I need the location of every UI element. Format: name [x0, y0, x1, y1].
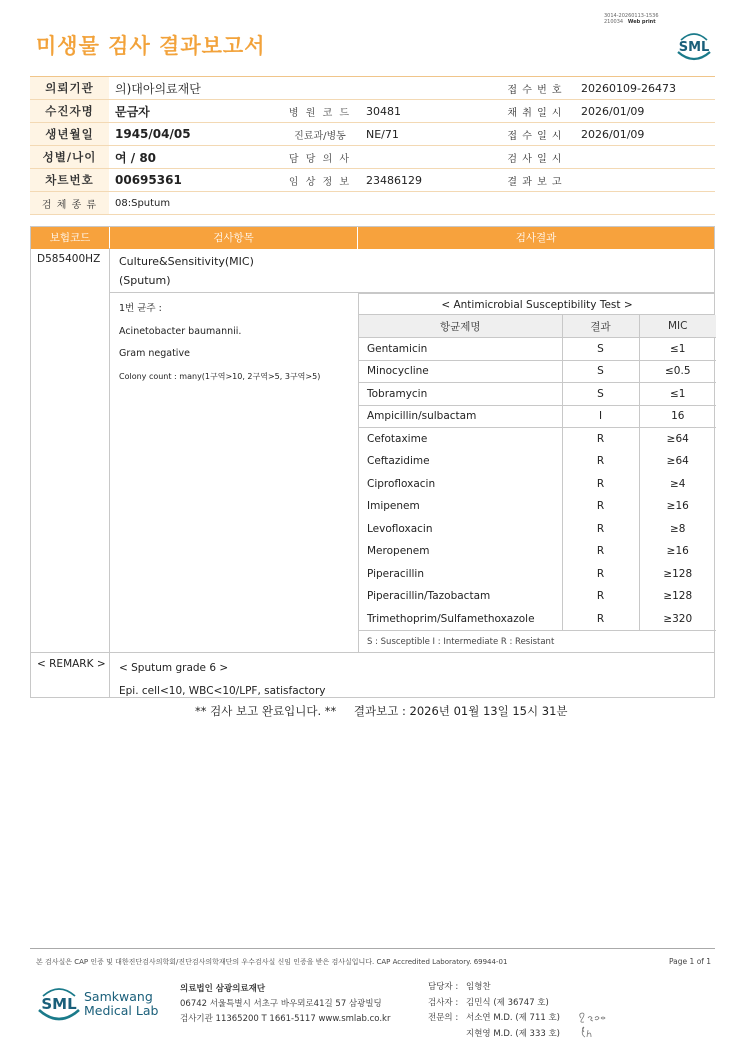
ast-table: [359, 315, 716, 631]
chart-no-value: 00695361: [109, 169, 280, 192]
code-col-divider: [109, 248, 110, 698]
ast-drug: Ciprofloxacin: [367, 477, 436, 490]
ast-row: [359, 585, 716, 608]
ast-row: [359, 383, 716, 406]
label-department: 진료과/병동: [280, 123, 360, 146]
ast-result: R: [562, 540, 639, 563]
ast-drug: Ceftazidime: [367, 455, 430, 468]
ast-result: R: [562, 563, 639, 586]
cert-text: 본 검사실은 CAP 인증 및 대한진단검사의학회/진단검사의학재단의 우수검사실 신임 인증을 받은 검사실입니다. CAP Accredited Laboratory. 69944-01: [36, 958, 508, 966]
ast-result: S: [562, 338, 639, 361]
ast-drug: Piperacillin/Tazobactam: [367, 590, 491, 603]
completion-line: [195, 703, 568, 719]
label-specimen: 검 체 종 류: [30, 192, 109, 215]
remark-content: [119, 657, 326, 703]
org-contact: 검사기관 11365200 T 1661-5117 www.smlab.co.kr: [180, 1014, 391, 1024]
ast-drug: Imipenem: [367, 500, 420, 513]
col-test-result: 검사결과: [515, 232, 557, 244]
staff-name: 임형찬: [466, 982, 491, 992]
hospital-code-value: 30481: [360, 100, 495, 123]
label-chart-no: 차트번호: [30, 169, 109, 192]
clinical-info-value: 23486129: [360, 169, 495, 192]
gram-stain: Gram negative: [119, 348, 190, 359]
ast-row: [359, 495, 716, 518]
ast-mic: ≥320: [639, 608, 716, 631]
ast-drug: Meropenem: [367, 545, 430, 558]
ast-title: < Antimicrobial Susceptibility Test >: [359, 293, 715, 315]
col-drug: 항균제명: [359, 315, 562, 338]
report-time: 결과보고 : 2026년 01월 13일 15시 31분: [353, 704, 568, 718]
remark-line2: Epi. cell<10, WBC<10/LPF, satisfactory: [119, 685, 326, 697]
patient-info-table: [30, 76, 715, 215]
label-physician: 담 당 의 사: [280, 146, 360, 169]
test-date-value: [575, 146, 715, 169]
page-number: Page 1 of 1: [669, 957, 712, 966]
insurance-code: D585400HZ: [37, 253, 101, 265]
ast-mic: ≥4: [639, 473, 716, 496]
label-collection-date: 채 취 일 시: [495, 100, 575, 123]
receipt-no-value: 20260109-26473: [575, 77, 715, 100]
department-value: NE/71: [360, 123, 495, 146]
org-name: 의료법인 삼광의료재단: [180, 984, 266, 994]
org-info: [180, 982, 390, 1027]
ast-result: R: [562, 518, 639, 541]
ast-drug: Ampicillin/sulbactam: [359, 405, 562, 428]
staff-name: 김민식 (제 36747 호): [466, 997, 549, 1008]
col-insurance-code: 보험코드: [31, 227, 110, 249]
requester-value: 의)대아의료재단: [109, 77, 495, 100]
ast-result: S: [562, 360, 639, 383]
staff-list: [428, 980, 560, 1042]
staff-role: 검사자 :: [428, 997, 459, 1008]
ast-result: R: [562, 608, 639, 631]
col-mic: MIC: [639, 315, 716, 338]
completion-message: ** 검사 보고 완료입니다. **: [195, 704, 337, 718]
ast-row: [359, 473, 716, 496]
ast-result: R: [562, 585, 639, 608]
ast-mic: ≥64: [639, 450, 716, 473]
label-result-report: 결 과 보 고: [495, 169, 575, 192]
result-report-value: [575, 169, 715, 192]
ast-result: R: [562, 428, 639, 451]
sex-age-value: 여 / 80: [109, 146, 280, 169]
ast-drug: Trimethoprim/Sulfamethoxazole: [359, 608, 562, 631]
remark-label: < REMARK >: [37, 658, 106, 670]
ast-row: [359, 563, 716, 586]
remark-line1: < Sputum grade 6 >: [119, 662, 229, 674]
ast-legend: S : Susceptible I : Intermediate R : Resistant: [367, 636, 555, 647]
ast-row: [359, 540, 716, 563]
results-header: [31, 227, 714, 249]
collection-date-value: 2026/01/09: [575, 100, 715, 123]
staff-row: [428, 1027, 560, 1043]
ast-mic: ≥8: [639, 518, 716, 541]
signature-icon: [576, 1010, 612, 1042]
ast-drug: Tobramycin: [359, 383, 562, 406]
ast-row: [359, 518, 716, 541]
colony-count: Colony count : many(1구역>10, 2구역>5, 3구역>5): [119, 371, 321, 381]
staff-name: 서소연 M.D. (제 711 호): [466, 1013, 561, 1023]
staff-row: [428, 1011, 560, 1027]
ast-mic: ≥16: [639, 495, 716, 518]
label-requester: 의뢰기관: [30, 77, 109, 100]
ast-drug: Levofloxacin: [367, 522, 433, 535]
ast-drug: Minocycline: [359, 360, 562, 383]
ast-row: [359, 608, 716, 631]
ast-drug: Piperacillin: [367, 567, 424, 580]
doc-code: 3014-20260113-1536 210034 Web print: [604, 13, 659, 25]
ast-mic: 16: [639, 405, 716, 428]
samkwang-logo-icon: [36, 980, 82, 1026]
staff-role: 담당자 :: [428, 982, 459, 992]
receipt-date-value: 2026/01/09: [575, 123, 715, 146]
ast-row: [359, 338, 716, 361]
staff-name: 지현영 M.D. (제 333 호): [466, 1028, 561, 1039]
ast-row: [359, 360, 716, 383]
col-test-item: 검사항목: [110, 227, 358, 249]
report-title: 미생물 검사 결과보고서: [36, 34, 266, 58]
label-sex-age: 성별/나이: [30, 146, 109, 169]
ast-result: I: [562, 405, 639, 428]
ast-row: [359, 428, 716, 451]
brand-name: Samkwang Medical Lab: [84, 989, 159, 1018]
ast-result: R: [562, 473, 639, 496]
label-patient-name: 수진자명: [30, 100, 109, 123]
ast-mic: ≥16: [639, 540, 716, 563]
ast-result: R: [562, 495, 639, 518]
patient-name-value: 문금자: [109, 100, 280, 123]
birthdate-value: 1945/04/05: [109, 123, 280, 146]
specimen-value: 08:Sputum: [109, 192, 715, 215]
ast-mic: ≥128: [639, 563, 716, 586]
org-address: 06742 서울특별시 서초구 바우뫼로41길 57 삼광빌딩: [180, 999, 382, 1009]
organism-info: [119, 298, 320, 388]
label-hospital-code: 병 원 코 드: [280, 100, 360, 123]
sml-logo-icon: [674, 26, 714, 66]
ast-mic: ≥128: [639, 585, 716, 608]
ast-mic: ≤1: [639, 383, 716, 406]
ast-mic: ≥64: [639, 428, 716, 451]
test-name: Culture&Sensitivity(MIC) (Sputum): [119, 255, 254, 287]
staff-row: [428, 996, 560, 1012]
ast-result: R: [562, 450, 639, 473]
staff-row: [428, 980, 560, 996]
svg-text:SML: SML: [678, 40, 710, 55]
col-result: 결과: [562, 315, 639, 338]
ast-drug: Cefotaxime: [367, 433, 428, 445]
svg-text:SML: SML: [41, 995, 77, 1013]
ast-row: [359, 405, 716, 428]
ast-mic: ≤1: [639, 338, 716, 361]
label-receipt-date: 접 수 일 시: [495, 123, 575, 146]
ast-drug: Gentamicin: [359, 338, 562, 361]
ast-mic: ≤0.5: [639, 360, 716, 383]
label-test-date: 검 사 일 시: [495, 146, 575, 169]
organism-label: 1번 균주 :: [119, 303, 162, 314]
label-birthdate: 생년월일: [30, 123, 109, 146]
ast-section: [358, 293, 715, 653]
staff-role: 전문의 :: [428, 1013, 459, 1023]
physician-value: [360, 146, 495, 169]
ast-row: [359, 450, 716, 473]
footer-divider: [30, 948, 715, 949]
label-receipt-no: 접 수 번 호: [495, 77, 575, 100]
label-clinical-info: 임 상 정 보: [280, 169, 360, 192]
organism-name: Acinetobacter baumannii.: [119, 325, 242, 337]
ast-result: S: [562, 383, 639, 406]
